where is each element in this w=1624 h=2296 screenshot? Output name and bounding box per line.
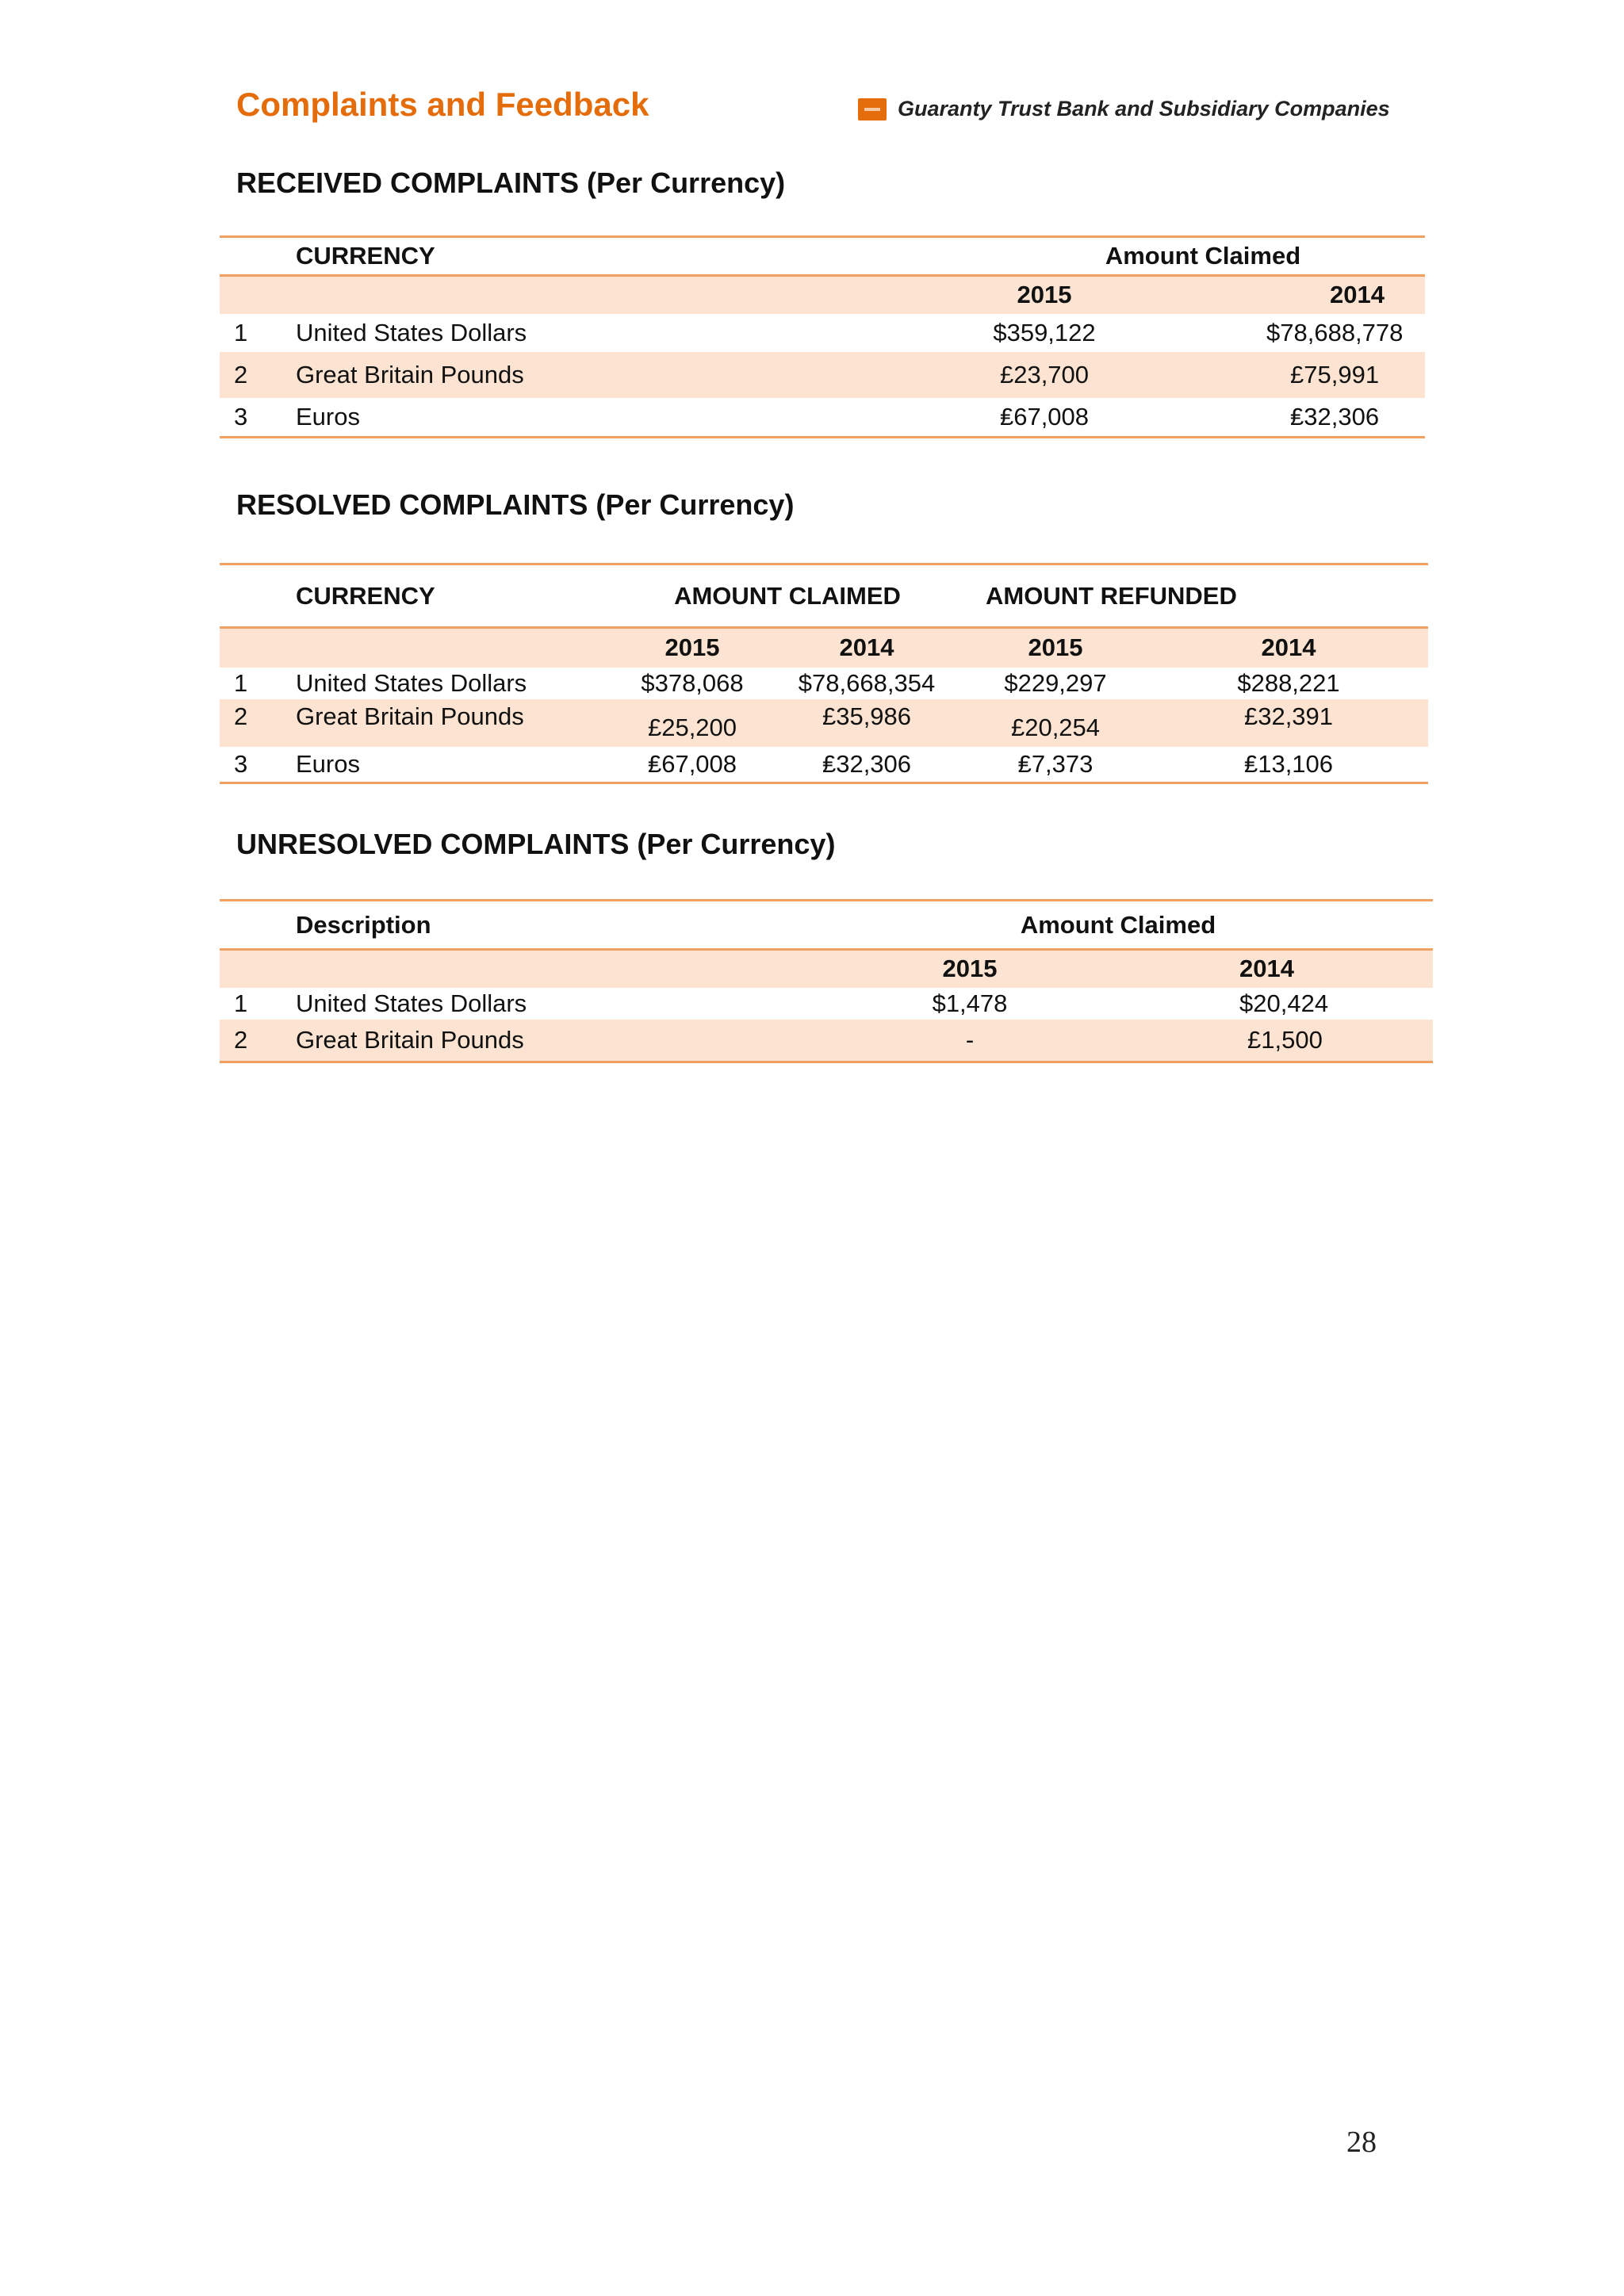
column-header: CURRENCY (296, 564, 613, 628)
received-title: RECEIVED COMPLAINTS (Per Currency) (236, 166, 786, 199)
amount-cell: £75,991 (1203, 352, 1425, 398)
amount-cell: ₤7,373 (1017, 749, 1094, 778)
amount-cell: ₤67,008 (999, 402, 1090, 430)
column-group-header: Amount Claimed (803, 901, 1433, 950)
year-header: 2015 (613, 628, 772, 668)
amount-cell: - (803, 1020, 1136, 1062)
amount-cell: ₤32,306 (1290, 402, 1380, 430)
column-header: CURRENCY (296, 237, 886, 276)
table-header-row (220, 564, 1428, 628)
currency-name: Euros (296, 402, 360, 430)
amount-cell: $288,221 (1237, 668, 1340, 697)
year-header: 2015 (803, 950, 1136, 988)
currency-name: Great Britain Pounds (296, 699, 613, 747)
column-header: Description (296, 901, 803, 950)
row-number: 1 (234, 668, 248, 697)
row-number: 2 (220, 352, 296, 398)
currency-name: United States Dollars (296, 989, 527, 1017)
column-group-header: Amount Claimed (886, 237, 1425, 276)
unresolved-table (220, 899, 1433, 1063)
row-number: 3 (234, 749, 248, 778)
amount-cell: $229,297 (1004, 668, 1107, 697)
amount-cell: $20,424 (1239, 989, 1329, 1017)
table-header-row (220, 237, 1425, 276)
table-row (220, 668, 1428, 699)
amount-cell: $359,122 (993, 318, 1096, 346)
company-name: Guaranty Trust Bank and Subsidiary Companies (898, 97, 1390, 121)
table-row (220, 398, 1425, 438)
amount-cell: £20,254 (962, 699, 1149, 747)
row-number: 2 (220, 1020, 296, 1062)
section-title: Complaints and Feedback (236, 86, 649, 123)
amount-cell: ₤32,306 (822, 749, 912, 778)
amount-cell: ₤67,008 (647, 749, 737, 778)
row-number: 2 (220, 699, 296, 747)
year-header: 2015 (962, 628, 1149, 668)
bank-logo-icon (858, 98, 887, 121)
amount-cell: ₤13,106 (1243, 749, 1334, 778)
year-header: 2014 (1149, 628, 1428, 668)
currency-name: United States Dollars (296, 668, 527, 697)
amount-cell: £23,700 (886, 352, 1203, 398)
unresolved-title: UNRESOLVED COMPLAINTS (Per Currency) (236, 828, 836, 860)
year-header: 2014 (1136, 950, 1433, 988)
amount-cell: £35,986 (772, 699, 962, 747)
currency-name: Great Britain Pounds (296, 1020, 803, 1062)
amount-cell: £32,391 (1149, 699, 1428, 747)
row-number: 1 (234, 989, 248, 1017)
amount-cell: $78,688,778 (1266, 318, 1404, 346)
year-header: 2014 (1203, 276, 1425, 314)
year-header-row (220, 276, 1425, 314)
table-row (220, 988, 1433, 1020)
amount-cell: $378,068 (641, 668, 744, 697)
resolved-table (220, 563, 1428, 784)
running-header (858, 97, 1390, 121)
row-number: 1 (234, 318, 248, 346)
year-header: 2015 (886, 276, 1203, 314)
table-row (220, 1020, 1433, 1062)
table-header-row (220, 901, 1433, 950)
table-row (220, 747, 1428, 783)
amount-cell: £1,500 (1136, 1020, 1433, 1062)
table-row (220, 699, 1428, 747)
column-group-header: AMOUNT CLAIMED (613, 564, 962, 628)
year-header-row (220, 628, 1428, 668)
currency-name: Euros (296, 749, 360, 778)
table-row (220, 352, 1425, 398)
currency-name: Great Britain Pounds (296, 352, 886, 398)
amount-cell: £25,200 (613, 699, 772, 747)
row-number: 3 (234, 402, 248, 430)
year-header: 2014 (772, 628, 962, 668)
resolved-title: RESOLVED COMPLAINTS (Per Currency) (236, 488, 795, 521)
amount-cell: $1,478 (932, 989, 1008, 1017)
received-table (220, 235, 1425, 438)
amount-cell: $78,668,354 (798, 668, 936, 697)
page-number: 28 (1346, 2126, 1377, 2159)
currency-name: United States Dollars (296, 318, 527, 346)
column-group-header: AMOUNT REFUNDED (962, 564, 1428, 628)
table-row (220, 314, 1425, 352)
year-header-row (220, 950, 1433, 988)
